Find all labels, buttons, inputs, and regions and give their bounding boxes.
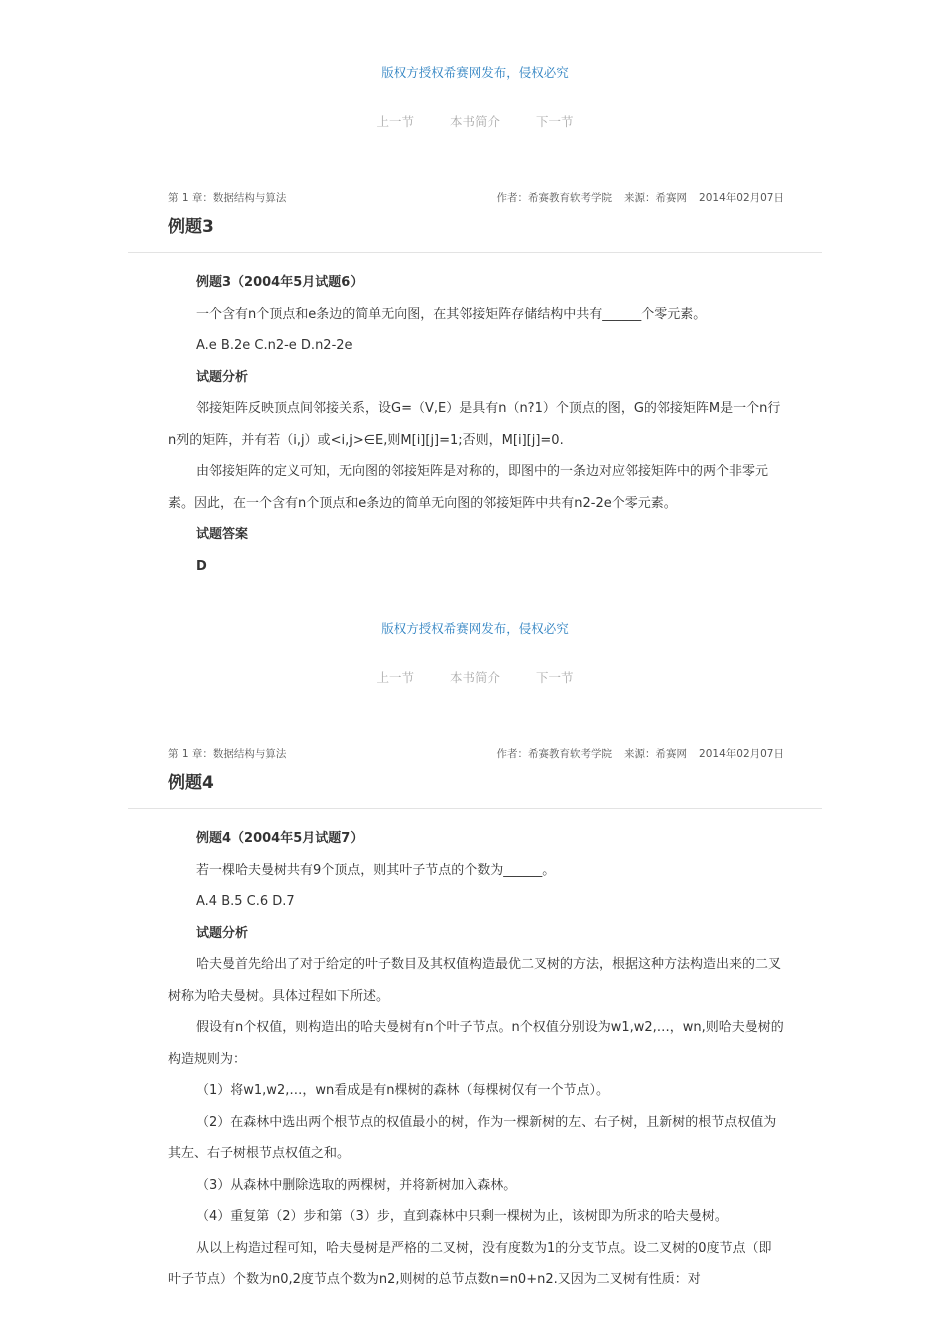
example-4-section	[0, 556, 950, 1287]
book-intro-link[interactable]: 本书简介	[449, 114, 500, 129]
analysis-paragraph: 由邻接矩阵的定义可知，无向图的邻接矩阵是对称的，即图中的一条边对应邻接矩阵中的两个非零元素。因此，在一个含有n个顶点和e条边的简单无向图的邻接矩阵中共有n2-2e个零元素。	[168, 464, 769, 511]
author-label: 作者：希赛教育软考学院	[496, 748, 613, 760]
divider	[128, 808, 822, 809]
construction-step: （3）从森林中删除选取的两棵树，并将新树加入森林。	[196, 1177, 517, 1193]
construction-step: （2）在森林中选出两个根节点的权值最小的树，作为一棵新树的左、右子树，且新树的根节点权值为其左、右子树根节点权值之和。	[168, 1114, 777, 1161]
source-label: 来源：希赛网	[624, 192, 688, 204]
question-heading: 例题3（2004年5月试题6）	[196, 275, 364, 290]
author-label: 作者：希赛教育软考学院	[496, 192, 613, 204]
article-body	[168, 267, 784, 582]
article-info	[485, 190, 784, 205]
next-section-link[interactable]: 下一节	[535, 114, 574, 129]
article-body	[168, 823, 784, 1296]
analysis-heading: 试题分析	[196, 925, 249, 941]
construction-step: （1）将w1,w2,…，wn看成是有n棵树的森林（每棵树仅有一个节点）。	[196, 1083, 609, 1098]
question-text: 一个含有n个顶点和e条边的简单无向图，在其邻接矩阵存储结构中共有______个零元素。	[196, 306, 707, 322]
answer-options: A.4 B.5 C.6 D.7	[196, 894, 295, 909]
answer-value: D	[196, 558, 207, 574]
prev-section-link[interactable]: 上一节	[376, 114, 414, 129]
analysis-heading: 试题分析	[196, 369, 249, 385]
analysis-paragraph: 哈夫曼首先给出了对于给定的叶子数目及其权值构造最优二叉树的方法，根据这种方法构造出来的二叉树称为哈夫曼树。具体过程如下所述。	[168, 957, 782, 1004]
page-title: 例题3	[168, 217, 214, 237]
copyright-notice[interactable]: 版权方授权希赛网发布，侵权必究	[381, 65, 569, 80]
book-intro-link[interactable]: 本书简介	[449, 670, 500, 685]
answer-options: A.e B.2e C.n2-e D.n2-2e	[196, 338, 353, 353]
section-nav	[0, 668, 950, 686]
question-heading: 例题4（2004年5月试题7）	[196, 831, 364, 846]
next-section-link[interactable]: 下一节	[535, 670, 574, 685]
question-text: 若一棵哈夫曼树共有9个顶点，则其叶子节点的个数为______。	[196, 862, 556, 878]
answer-heading: 试题答案	[196, 527, 249, 542]
chapter-label: 第 1 章：数据结构与算法	[168, 748, 287, 760]
date-label: 2014年02月07日	[699, 192, 784, 204]
construction-step: （4）重复第（2）步和第（3）步，直到森林中只剩一棵树为止，该树即为所求的哈夫曼树。	[196, 1209, 728, 1224]
divider	[128, 252, 822, 253]
source-label: 来源：希赛网	[624, 748, 688, 760]
prev-section-link[interactable]: 上一节	[376, 670, 414, 685]
analysis-paragraph: 假设有n个权值，则构造出的哈夫曼树有n个叶子节点。n个权值分别设为w1,w2,…，wn,则哈夫曼树的构造规则为：	[168, 1020, 784, 1067]
chapter-label: 第 1 章：数据结构与算法	[168, 192, 287, 204]
section-nav	[0, 112, 950, 130]
example-3-section	[0, 0, 950, 574]
date-label: 2014年02月07日	[699, 748, 784, 760]
analysis-paragraph: 邻接矩阵反映顶点间邻接关系，设G=（V,E）是具有n（n?1）个顶点的图，G的邻接矩阵M是一个n行n列的矩阵，并有若（i,j）或<i,j>∈E,则M[i][j]=1;否则，M[i][j]=0.	[168, 401, 781, 448]
copyright-notice[interactable]: 版权方授权希赛网发布，侵权必究	[381, 621, 569, 636]
article-info	[485, 746, 784, 761]
page-title: 例题4	[168, 773, 214, 793]
analysis-paragraph: 从以上构造过程可知，哈夫曼树是严格的二叉树，没有度数为1的分支节点。设二叉树的0度节点（即叶子节点）个数为n0,2度节点个数为n2,则树的总节点数n=n0+n2.又因为二叉树有性质：对	[168, 1240, 772, 1287]
